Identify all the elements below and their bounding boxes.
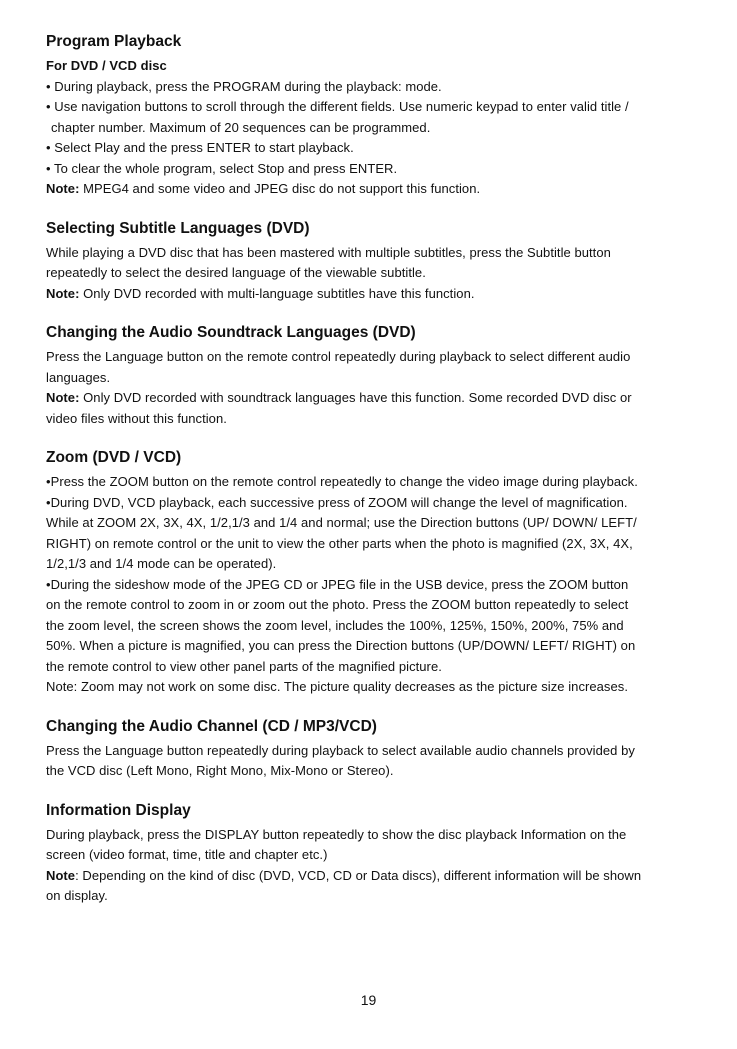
paragraph-line: •During the sideshow mode of the JPEG CD or JPEG file in the USB device, press the ZOOM button [46, 576, 629, 592]
note [46, 284, 696, 305]
paragraph-line: RIGHT) on remote control or the unit to view the other parts when the photo is magnified (2X, 3X, 4X, [46, 535, 633, 551]
paragraph-line: the VCD disc (Left Mono, Right Mono, Mix-Mono or Stereo). [46, 763, 394, 778]
section-title: Zoom (DVD / VCD) [46, 449, 182, 466]
note [46, 866, 696, 887]
bullet-continuation: chapter number. Maximum of 20 sequences can be programmed. [51, 119, 431, 135]
paragraph-line: During playback, press the DISPLAY button repeatedly to show the disc playback Information on the [46, 826, 627, 842]
section-subtitle: For DVD / VCD disc [46, 58, 167, 73]
note-label: Note [46, 867, 76, 883]
note-text: Only DVD recorded with soundtrack languages have this function. Some recorded DVD disc or [79, 390, 632, 405]
bullet-item: • During playback, press the PROGRAM during the playback: mode. [46, 78, 442, 94]
paragraph-line: While at ZOOM 2X, 3X, 4X, 1/2,1/3 and 1/4 and normal; use the Direction buttons (UP/ DOWN/ LEFT/ [46, 515, 637, 530]
paragraph-line: 50%. When a picture is magnified, you can press the Direction buttons (UP/DOWN/ LEFT/ RIGHT) on [46, 638, 636, 653]
page-number: 19 [360, 992, 377, 1008]
note [46, 388, 696, 409]
paragraph-line: languages. [46, 369, 111, 385]
section-title: Program Playback [46, 33, 182, 50]
section-title: Information Display [46, 801, 191, 819]
note: Note: Zoom may not work on some disc. The picture quality decreases as the picture size increases. [46, 679, 628, 694]
section-audio-languages [46, 323, 696, 429]
paragraph-line: repeatedly to select the desired language of the viewable subtitle. [46, 265, 426, 280]
section-zoom [46, 448, 696, 698]
note-continuation: on display. [46, 888, 108, 903]
section-title: Changing the Audio Soundtrack Languages (DVD) [46, 324, 416, 341]
manual-page [46, 32, 696, 926]
paragraph-line: •During DVD, VCD playback, each successive press of ZOOM will change the level of magnification. [46, 494, 628, 510]
paragraph-line: While playing a DVD disc that has been mastered with multiple subtitles, press the Subtitle button [46, 244, 611, 260]
paragraph-line: •Press the ZOOM button on the remote control repeatedly to change the video image during playback. [46, 474, 638, 489]
note-label: Note: [46, 181, 80, 196]
paragraph-line: Press the Language button repeatedly during playback to select available audio channels provided by [46, 742, 635, 758]
paragraph-line: on the remote control to zoom in or zoom out the photo. Press the ZOOM button repeatedly to select [46, 597, 629, 612]
note-label: Note: [46, 390, 80, 405]
bullet-item: • To clear the whole program, select Stop and press ENTER. [46, 160, 398, 176]
note-text: Only DVD recorded with multi-language subtitles have this function. [79, 285, 475, 301]
note-text: : Depending on the kind of disc (DVD, VCD, CD or Data discs), different information will be shown [75, 867, 642, 883]
section-subtitle-languages [46, 219, 696, 305]
bullet-item: • Select Play and the press ENTER to start playback. [46, 140, 354, 155]
paragraph-line: the zoom level, the screen shows the zoom level, includes the 100%, 125%, 150%, 200%, 75% and [46, 617, 624, 633]
section-information-display [46, 801, 696, 907]
paragraph-line: Press the Language button on the remote control repeatedly during playback to select different audio [46, 349, 631, 364]
note-label: Note: [46, 285, 80, 301]
paragraph-line: the remote control to view other panel parts of the magnified picture. [46, 658, 442, 674]
section-audio-channel [46, 717, 696, 782]
section-program-playback [46, 32, 696, 200]
section-title: Selecting Subtitle Languages (DVD) [46, 219, 310, 237]
paragraph-line: screen (video format, time, title and chapter etc.) [46, 847, 328, 862]
note-text: MPEG4 and some video and JPEG disc do not support this function. [79, 181, 481, 196]
section-title: Changing the Audio Channel (CD / MP3/VCD) [46, 717, 377, 735]
bullet-item: • Use navigation buttons to scroll through the different fields. Use numeric keypad to enter valid title / [46, 99, 629, 114]
note [46, 179, 696, 200]
note-continuation: video files without this function. [46, 410, 227, 426]
paragraph-line: 1/2,1/3 and 1/4 mode can be operated). [46, 556, 277, 571]
